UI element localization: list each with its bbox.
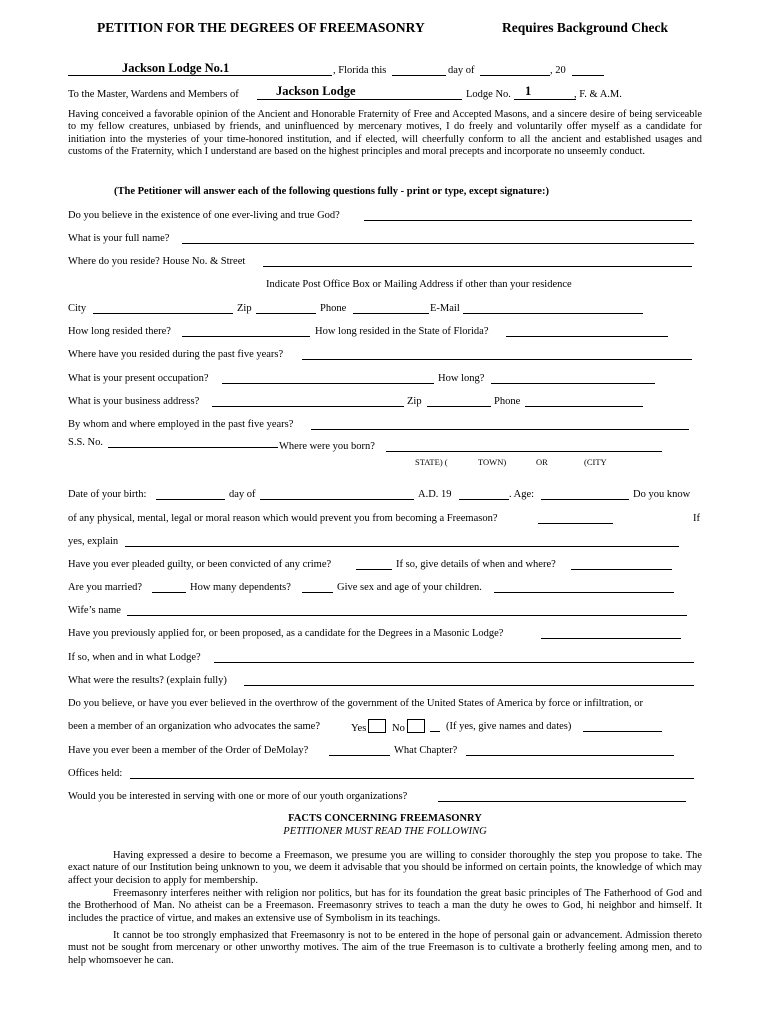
residence-field[interactable] <box>263 266 692 267</box>
business-address-field[interactable] <box>212 406 404 407</box>
do-you-know-label: Do you know <box>633 489 691 500</box>
day-field[interactable] <box>392 75 446 76</box>
offices-held-label: Offices held: <box>68 768 123 779</box>
residence-label: Where do you reside? House No. & Street <box>68 256 246 267</box>
pleaded-guilty-label: Have you ever pleaded guilty, or been convicted of any crime? <box>68 559 332 570</box>
email-label: E-Mail <box>430 303 460 314</box>
if-label: If <box>693 513 700 524</box>
if-yes-names-field[interactable] <box>583 731 662 732</box>
chapter-field[interactable] <box>466 755 674 756</box>
when-lodge-label: If so, when and in what Lodge? <box>68 652 201 663</box>
youth-orgs-label: Would you be interested in serving with one or more of our youth organizations? <box>68 791 408 802</box>
phone-label: Phone <box>320 303 347 314</box>
addressee-label: To the Master, Wardens and Members of <box>68 89 239 100</box>
year-field[interactable] <box>572 75 604 76</box>
ad19-label: A.D. 19 <box>418 489 452 500</box>
ss-no-field[interactable] <box>108 447 278 448</box>
how-long-resided-field[interactable] <box>182 336 310 337</box>
offices-held-field[interactable] <box>130 778 694 779</box>
facts-paragraph-2: Freemasonry interferes neither with religion nor politics, but has for its foundation the great basic principles of The Fatherhood of God and the Brotherhood of Man. No atheist can be a Freemason. Freemasonry strives to teach a man the duty he owes to God, hi neighbor and himself. It includes the practice of virtue, and makes an extensive use of Symbolism in its teachings. <box>68 888 702 924</box>
how-long-label: How long? <box>438 373 485 384</box>
how-long-resided-label: How long resided there? <box>68 326 171 337</box>
lodge-no-field[interactable]: 1 <box>525 84 532 98</box>
no-option[interactable] <box>392 719 425 735</box>
past-five-years-field[interactable] <box>302 359 692 360</box>
city-field[interactable] <box>93 313 233 314</box>
dependents-field[interactable] <box>302 592 333 593</box>
wife-name-label: Wife’s name <box>68 605 121 616</box>
results-field[interactable] <box>244 685 694 686</box>
dob-day-of-label: day of <box>229 489 256 500</box>
florida-label: , Florida this <box>333 65 387 76</box>
reason-prevent-field[interactable] <box>538 523 613 524</box>
dob-month-field[interactable] <box>260 499 414 500</box>
business-phone-field[interactable] <box>525 406 643 407</box>
birthplace-town-label: TOWN) <box>478 457 507 467</box>
lodge-location-field[interactable]: Jackson Lodge No.1 <box>122 61 230 75</box>
demolay-label: Have you ever been a member of the Order of DeMolay? <box>68 745 309 756</box>
dob-year-field[interactable] <box>459 499 509 500</box>
intro-paragraph: Having conceived a favorable opinion of the Ancient and Honorable Fraternity of Free and Accepted Masons, and a sincere desire of being serviceable to my fellow creatures, unbiased by friends, and uninfluenced by mercenary motives, I do freely and voluntarily offer myself as a candidate for initiation into the mysteries of your time-honored institution, and if elected, will cheerfully conform to all the ancient and established usages and customs of the Fraternity, which I understand are based on the highest principles and moral precepts and incorporate no unseemly conduct. <box>68 109 702 157</box>
fam-label: , F. & A.M. <box>574 89 622 100</box>
facts-paragraph-3: It cannot be too strongly emphasized that Freemasonry is not to be entered in the hope of personal gain or advancement. Admission thereto must not be sought from mercenary or other unworthy motives. The aim of the true Freemason is to cultivate a brotherly feeling among men, and to help whomsoever he can. <box>68 930 702 966</box>
children-field[interactable] <box>494 592 674 593</box>
children-label: Give sex and age of your children. <box>337 582 482 593</box>
when-lodge-field[interactable] <box>214 662 694 663</box>
employed-by-label: By whom and where employed in the past five years? <box>68 419 294 430</box>
no-trailing-line <box>430 731 440 732</box>
chapter-label: What Chapter? <box>394 745 458 756</box>
business-zip-field[interactable] <box>427 406 491 407</box>
dob-day-field[interactable] <box>156 499 225 500</box>
past-five-years-label: Where have you resided during the past five years? <box>68 349 284 360</box>
age-field[interactable] <box>541 499 629 500</box>
how-long-florida-field[interactable] <box>506 336 668 337</box>
occupation-field[interactable] <box>222 383 434 384</box>
birthplace-city-label: (CITY <box>584 457 607 467</box>
birthplace-or-label: OR <box>536 457 548 467</box>
lodge-no-label: Lodge No. <box>466 89 511 100</box>
phone-field[interactable] <box>353 313 429 314</box>
if-yes-names-label: (If yes, give names and dates) <box>446 721 572 732</box>
reason-prevent-label: of any physical, mental, legal or moral reason which would prevent you from becoming a Freemason? <box>68 513 498 524</box>
yes-explain-label: yes, explain <box>68 536 119 547</box>
facts-subheading: PETITIONER MUST READ THE FOLLOWING <box>283 826 487 837</box>
lodge-location-line <box>68 75 332 76</box>
full-name-label: What is your full name? <box>68 233 170 244</box>
lodge-name-field[interactable]: Jackson Lodge <box>276 84 356 98</box>
instruction-text: (The Petitioner will answer each of the following questions fully - print or type, except signature:) <box>114 186 549 197</box>
zip-label: Zip <box>237 303 252 314</box>
pleaded-guilty-field[interactable] <box>356 569 392 570</box>
if-so-details-field[interactable] <box>571 569 672 570</box>
ss-no-label: S.S. No. <box>68 437 104 448</box>
lodge-no-line <box>514 99 576 100</box>
dependents-label: How many dependents? <box>190 582 291 593</box>
how-long-field[interactable] <box>491 383 655 384</box>
year-prefix: , 20 <box>550 65 566 76</box>
member-org-label: been a member of an organization who advocates the same? <box>68 721 320 732</box>
wife-name-field[interactable] <box>127 615 687 616</box>
occupation-label: What is your present occupation? <box>68 373 209 384</box>
zip-field[interactable] <box>256 313 316 314</box>
married-field[interactable] <box>152 592 186 593</box>
business-zip-label: Zip <box>407 396 422 407</box>
yes-explain-field[interactable] <box>125 546 679 547</box>
day-of-label: day of <box>448 65 475 76</box>
married-label: Are you married? <box>68 582 143 593</box>
background-check-note: Requires Background Check <box>502 20 669 35</box>
previously-applied-field[interactable] <box>541 638 681 639</box>
believe-god-field[interactable] <box>364 220 692 221</box>
no-label: No <box>392 723 405 734</box>
no-checkbox[interactable] <box>407 719 425 733</box>
if-so-details-label: If so, give details of when and where? <box>396 559 556 570</box>
facts-heading: FACTS CONCERNING FREEMASONRY <box>288 813 482 824</box>
email-field[interactable] <box>463 313 643 314</box>
youth-orgs-field[interactable] <box>438 801 686 802</box>
dob-label: Date of your birth: <box>68 489 147 500</box>
yes-option[interactable] <box>351 719 386 735</box>
believe-god-label: Do you believe in the existence of one ever-living and true God? <box>68 210 340 221</box>
city-label: City <box>68 303 87 314</box>
facts-paragraph-1: Having expressed a desire to become a Freemason, we presume you are willing to consider thoroughly the step you propose to take. The exact nature of our Institution being unknown to you, we deem it advisable that you should be informed on certain points, the knowledge of which may affect your decision to apply for membership. <box>68 850 702 886</box>
birthplace-label: Where were you born? <box>279 441 375 452</box>
demolay-field[interactable] <box>329 755 390 756</box>
business-address-label: What is your business address? <box>68 396 200 407</box>
previously-applied-label: Have you previously applied for, or been proposed, as a candidate for the Degrees in a Masonic Lodge? <box>68 628 504 639</box>
age-label: . Age: <box>509 489 535 500</box>
full-name-field[interactable] <box>182 243 694 244</box>
lodge-name-line <box>257 99 462 100</box>
month-field[interactable] <box>480 75 550 76</box>
po-box-note: Indicate Post Office Box or Mailing Address if other than your residence <box>266 279 572 290</box>
how-long-florida-label: How long resided in the State of Florida? <box>315 326 489 337</box>
yes-label: Yes <box>351 723 367 734</box>
page-title: PETITION FOR THE DEGREES OF FREEMASONRY <box>97 20 425 35</box>
overthrow-label: Do you believe, or have you ever believed in the overthrow of the government of the United States of America by force or infiltration, or <box>68 698 643 709</box>
birthplace-state-label: STATE) ( <box>415 457 448 467</box>
business-phone-label: Phone <box>494 396 521 407</box>
birthplace-field[interactable] <box>386 451 662 452</box>
results-label: What were the results? (explain fully) <box>68 675 227 686</box>
employed-by-field[interactable] <box>311 429 689 430</box>
yes-checkbox[interactable] <box>368 719 386 733</box>
